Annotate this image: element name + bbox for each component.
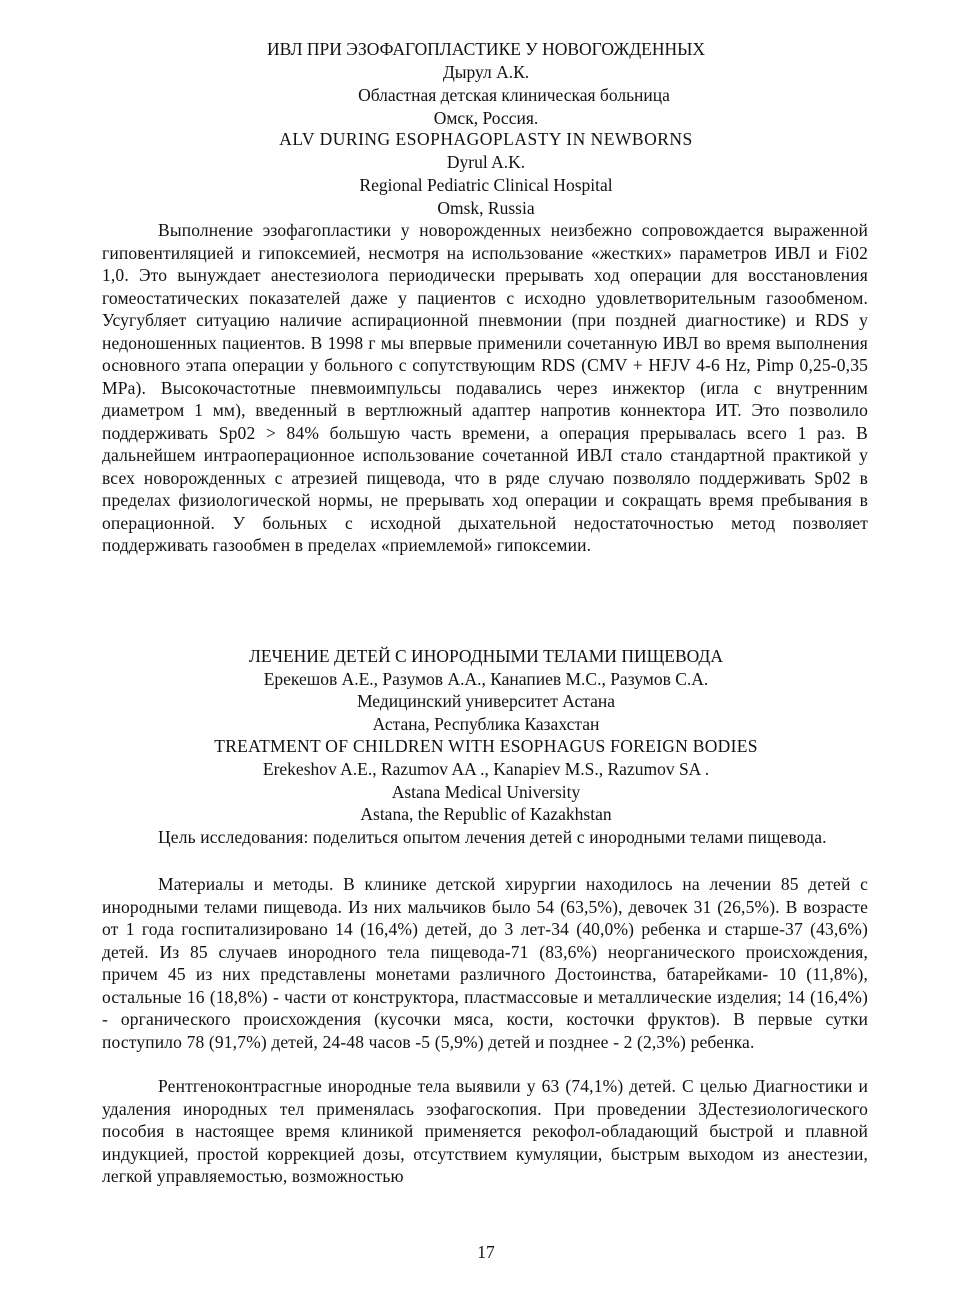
article2-city-en: Astana, the Republic of Kazakhstan [360,804,612,824]
article2-city-ru: Астана, Республика Казахстан [372,714,600,734]
article2-institution-ru: Медицинский университет Астана [356,691,616,711]
article2-institution-en: Astana Medical University [391,782,581,802]
article1-title-en: ALV DURING ESOPHAGOPLASTY IN NEWBORNS [279,129,693,149]
article2-title-en: TREATMENT OF CHILDREN WITH ESOPHAGUS FOREIGN BODIES [214,736,758,756]
article2-paragraph-results: Рентгеноконтрасгные инородные тела выявили у 63 (74,1%) детей. С целью Диагностики и удаления инородных тел применялась эзофагоскопия. При проведении ЗДестезиологического пособия в настоящее время клиникой применяется рекофол-обладающий быстрой и плавной индукцией, простой коррекцией дозы, отсутствием кумуляции, быстрым выходом из анестезии, легкой управляемостью, возможностью [102,1076,868,1186]
article1-institution-en: Regional Pediatric Clinical Hospital [359,175,613,195]
article2-authors-en: Erekeshov A.E., Razumov AA ., Kanapiev M.S., Razumov SA . [262,759,710,779]
article2-paragraph-methods: Материалы и методы. В клинике детской хирургии находилось на лечении 85 детей с инородными телами пищевода. Из них мальчиков было 54 (63,5%), девочек 31 (26,5%). В возрасте от 1 года госпитализировано 14 (16,4%) детей, до 3 лет-34 (40,0%) ребенка и старше-37 (43,6%) детей. Из 85 случаев инородного тела пищевода-71 (83,6%) неорганического происхождения, причем 45 из них представлены монетами различного Достоинства, батарейками- 10 (11,8%), остальные 16 (18,8%) - части от конструктора, пластмассовые и металлические изделия; 14 (16,4%) - органического происхождения (кусочки мяса, кости, косточки фруктов). В первые сутки поступило 78 (91,7%) детей, 24-48 часов -5 (5,9%) детей и позднее - 2 (2,3%) ребенка. [102,874,868,1052]
article2-authors-ru: Ерекешов А.Е., Разумов А.А., Канапиев М.С., Разумов С.А. [263,669,709,689]
article1-author-en: Dyrul A.K. [446,152,526,172]
article1-city-en: Omsk, Russia [437,198,535,218]
article2-title-ru: ЛЕЧЕНИЕ ДЕТЕЙ С ИНОРОДНЫМИ ТЕЛАМИ ПИЩЕВОДА [249,646,723,666]
article1-city-ru: Омск, Россия. [433,108,539,128]
article1-title-ru: ИВЛ ПРИ ЭЗОФАГОПЛАСТИКЕ У НОВОГОЖДЕННЫХ [266,39,706,59]
article2-paragraph-aim: Цель исследования: поделиться опытом лечения детей с инородными телами пищевода. [158,827,827,847]
article1-body: Выполнение эзофагопластики у новорожденных неизбежно сопровождается выраженной гиповентиляцией и гипоксемией, несмотря на использование «жестких» параметров ИВЛ и Fi02 1,0. Это вынуждает анестезиолога периодически прерывать ход операции для восстановления гомеостатических показателей даже у пациентов с исходно удовлетворительным газообменом. Усугубляет ситуацию наличие аспирационной пневмонии (при поздней диагностике) и RDS у недоношенных пациентов. В 1998 г мы впервые применили сочетанную ИВЛ во время выполнения основного этапа операции у больного с сопутствующим RDS (CMV + HFJV 4-6 Hz, Pimp 0,25-0,35 MPa). Высокочастотные пневмоимпульсы подавались через инжектор (игла с внутренним диаметром 1 мм), введенный в вертлюжный адаптер напротив коннектора ИТ. Это позволило поддерживать Sp02 > 84% большую часть времени, а операция прерывалась всего 1 раз. В дальнейшем интраоперационное использование сочетанной ИВЛ стало стандартной практикой у всех новорожденных с атрезией пищевода, что в ряде случаю позволяло поддерживать Sp02 в пределах физиологической нормы, не прерывать ход операции и сокращать время пребывания в операционной. У больных с исходной дыхательной недостаточностью метод позволяет поддерживать газообмен в пределах «приемлемой» гипоксемии. [102,220,868,555]
page-number: 17 [477,1242,495,1262]
article1-institution-ru: Областная детская клиническая больница [358,85,670,105]
article1-author-ru: Дырул А.К. [442,62,530,82]
